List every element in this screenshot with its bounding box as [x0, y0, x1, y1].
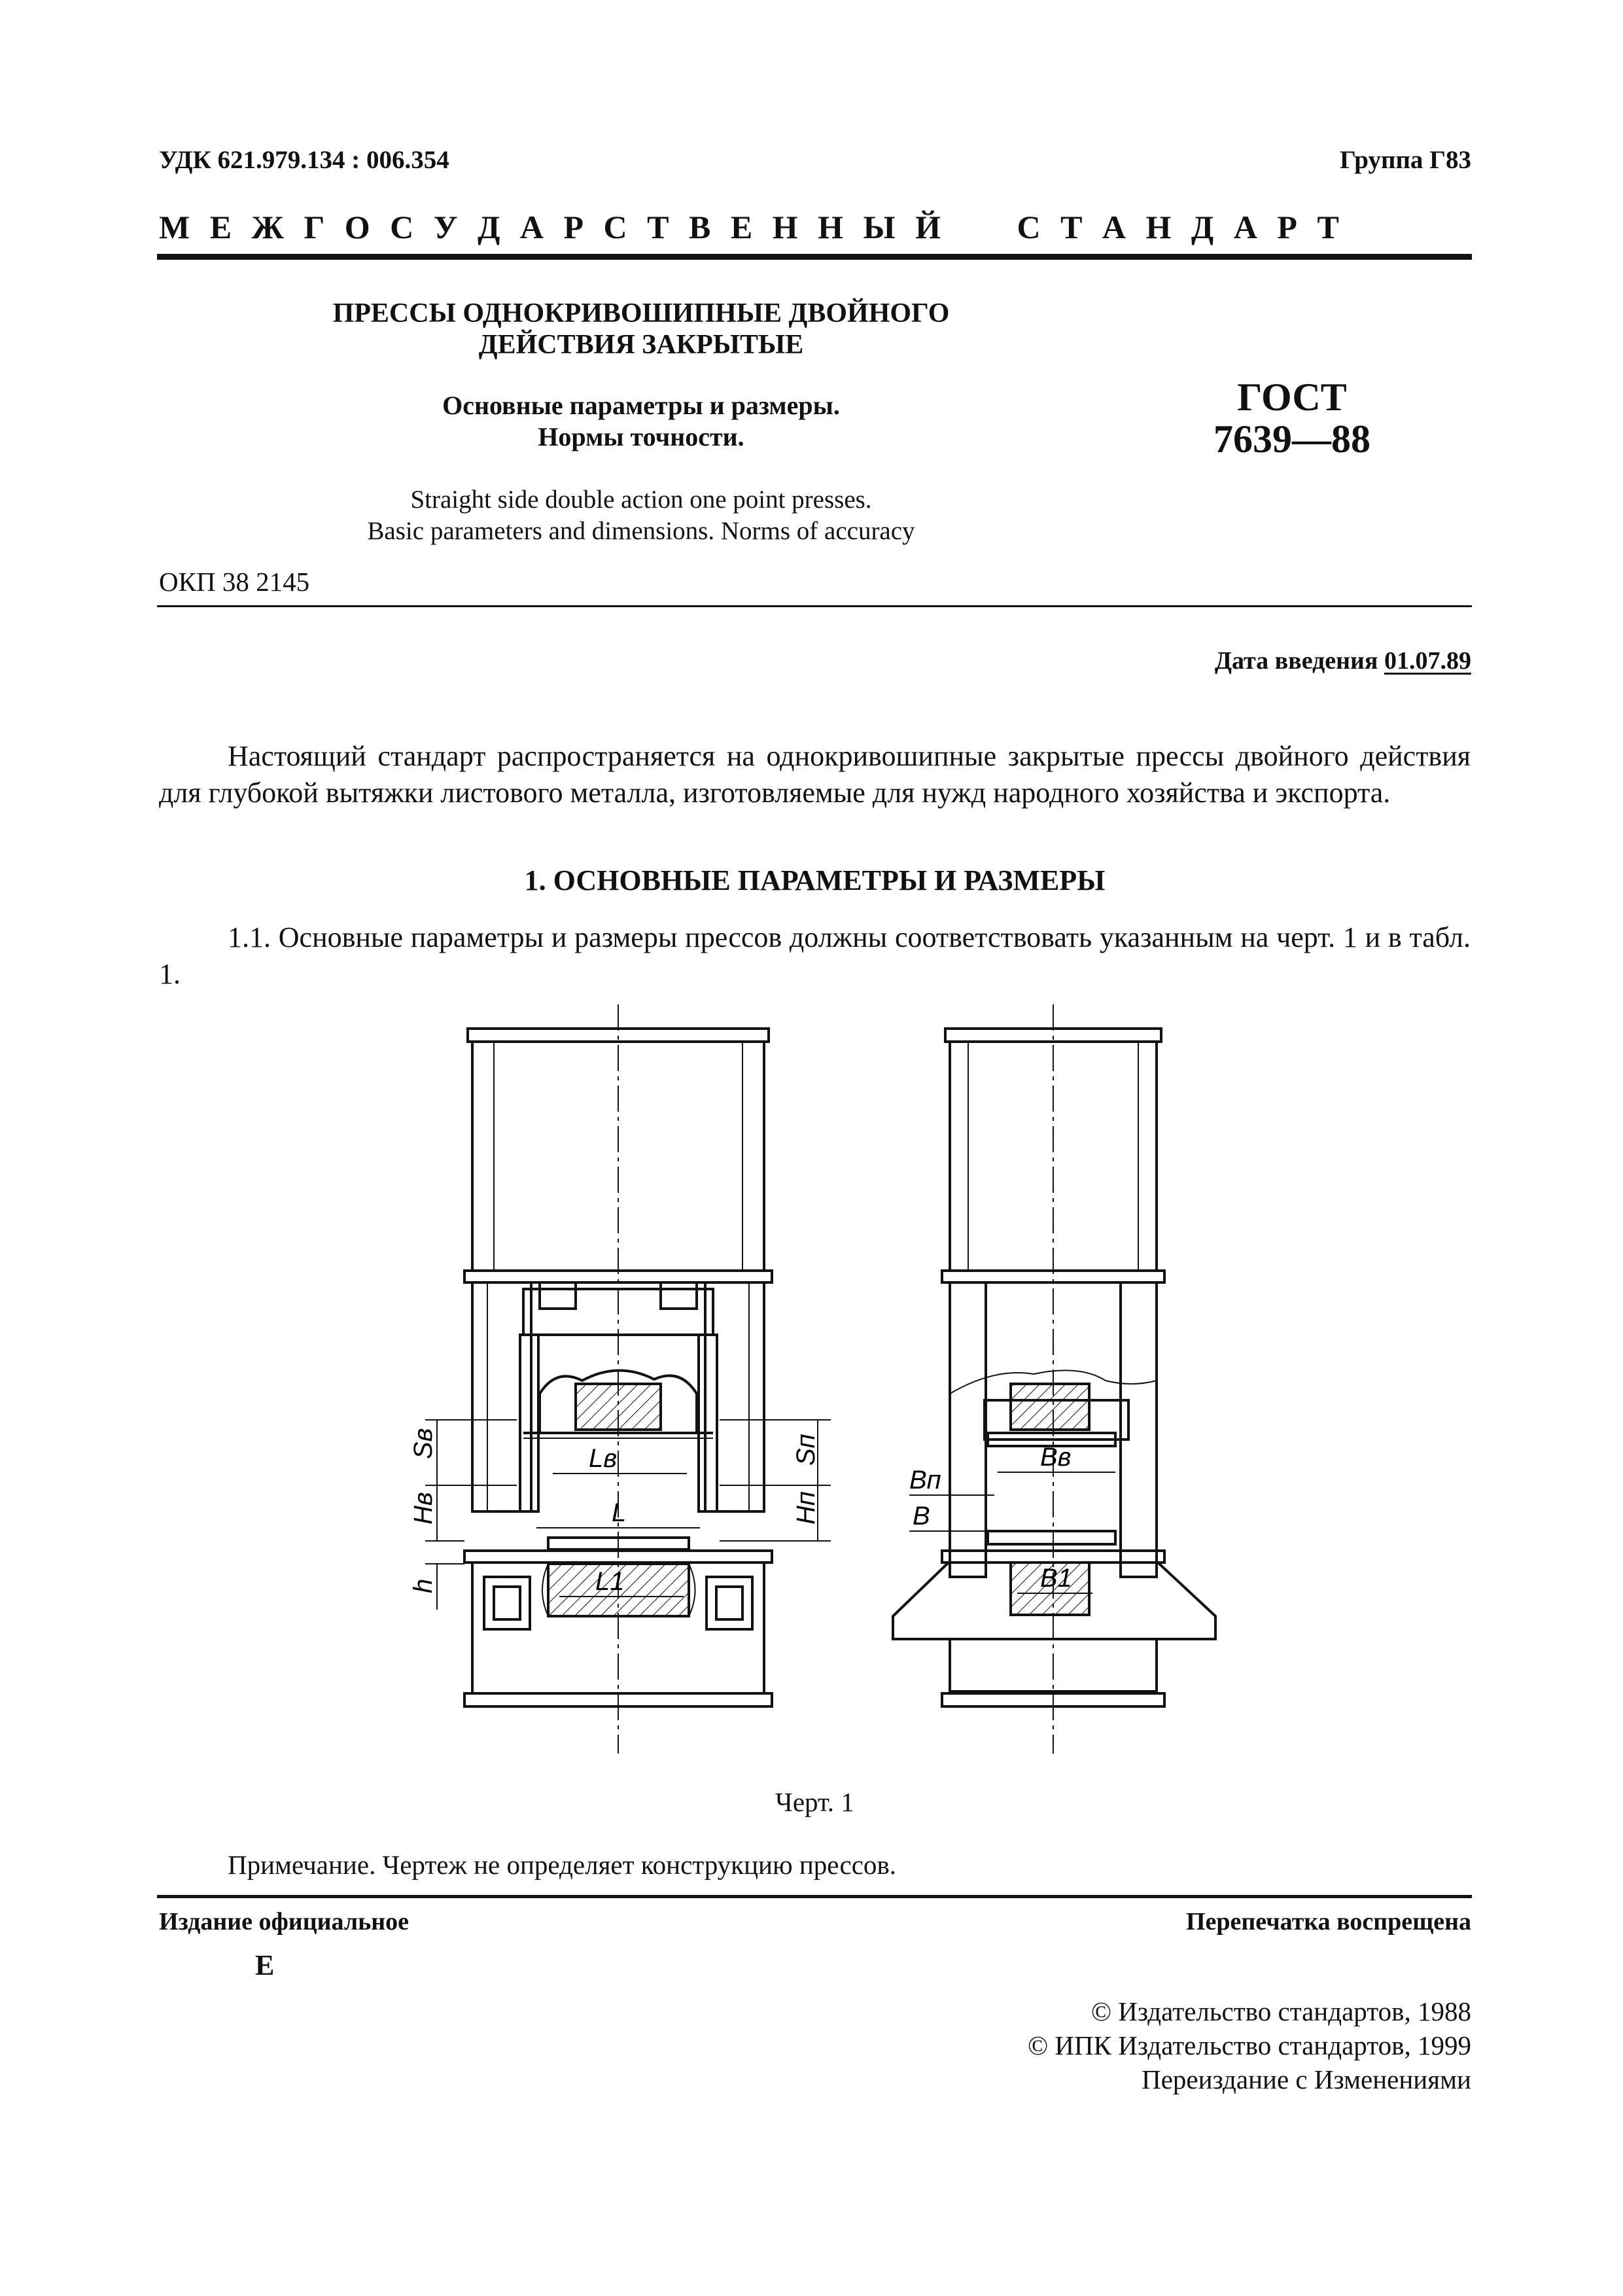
label-b: B — [913, 1502, 930, 1530]
okp-code: ОКП 38 2145 — [159, 567, 310, 597]
title-line-2: ДЕЙСТВИЯ ЗАКРЫТЫЕ — [478, 330, 804, 360]
group-code: Группа Г83 — [1339, 146, 1471, 174]
copyright-1999: © ИПК Издательство стандартов, 1999 — [1027, 2030, 1471, 2060]
label-b1: B1 — [1040, 1564, 1072, 1593]
label-hv: Hв — [409, 1492, 438, 1525]
footer-rule — [157, 1895, 1472, 1898]
section-title: 1. ОСНОВНЫЕ ПАРАМЕТРЫ И РАЗМЕРЫ — [524, 864, 1106, 896]
subtitle-block — [314, 390, 968, 453]
figure-caption: Черт. 1 — [775, 1787, 854, 1817]
udk-code: УДК 621.979.134 : 006.354 — [159, 146, 449, 174]
label-bp: Bп — [909, 1466, 941, 1494]
english-title — [249, 484, 1034, 547]
label-h: h — [409, 1578, 438, 1593]
title-rule — [157, 605, 1472, 607]
subtitle-line-2: Нормы точности. — [538, 422, 744, 451]
edition-letter: Е — [255, 1949, 275, 1981]
gost-label: ГОСТ — [1237, 376, 1347, 419]
gost-designation — [1151, 376, 1433, 460]
label-l1: L1 — [595, 1567, 625, 1596]
label-lv: Lв — [589, 1444, 618, 1473]
subtitle-line-1: Основные параметры и размеры. — [442, 391, 840, 420]
label-hp: Hп — [792, 1491, 820, 1525]
clause-1-1: 1.1. Основные параметры и размеры прессов должны соответствовать указанным на черт. 1 и в табл. 1. — [159, 921, 1471, 990]
standard-type: М Е Ж Г О С У Д А Р С Т В Е Н Н Ы Й С Т А Н Д А Р Т — [159, 209, 1345, 245]
figure-note: Примечание. Чертеж не определяет конструкцию прессов. — [228, 1850, 896, 1880]
official-edition: Издание официальное — [159, 1908, 410, 1935]
date-label: Дата введения — [1214, 647, 1378, 675]
header-rule — [157, 254, 1472, 260]
english-title-line-2: Basic parameters and dimensions. Norms of accuracy — [367, 517, 915, 545]
label-sv: Sв — [409, 1428, 438, 1459]
label-sp: Sп — [792, 1434, 820, 1466]
english-title-line-1: Straight side double action one point presses. — [410, 486, 872, 514]
reissue-note: Переиздание с Изменениями — [1142, 2064, 1471, 2094]
copyright-1988: © Издательство стандартов, 1988 — [1091, 1996, 1471, 2026]
copyright-block — [1028, 1994, 1471, 2096]
title-line-1: ПРЕССЫ ОДНОКРИВОШИПНЫЕ ДВОЙНОГО — [332, 298, 950, 328]
gost-number: 7639—88 — [1213, 417, 1370, 461]
title-block — [249, 298, 1034, 361]
label-bv: Bв — [1040, 1443, 1072, 1472]
effective-date — [1215, 646, 1471, 675]
label-l: L — [612, 1498, 627, 1527]
press-drawing — [386, 1001, 1236, 1760]
date-value: 01.07.89 — [1384, 647, 1471, 675]
intro-paragraph: Настоящий стандарт распространяется на однокривошипные закрытые прессы двойного действия для глубокой вытяжки листового металла, изготовляемые для нужд народного хозяйства и экспорта. — [159, 740, 1471, 809]
side-view — [893, 1004, 1215, 1754]
reprint-prohibited: Перепечатка воспрещена — [1185, 1908, 1471, 1935]
front-view — [425, 1004, 831, 1754]
